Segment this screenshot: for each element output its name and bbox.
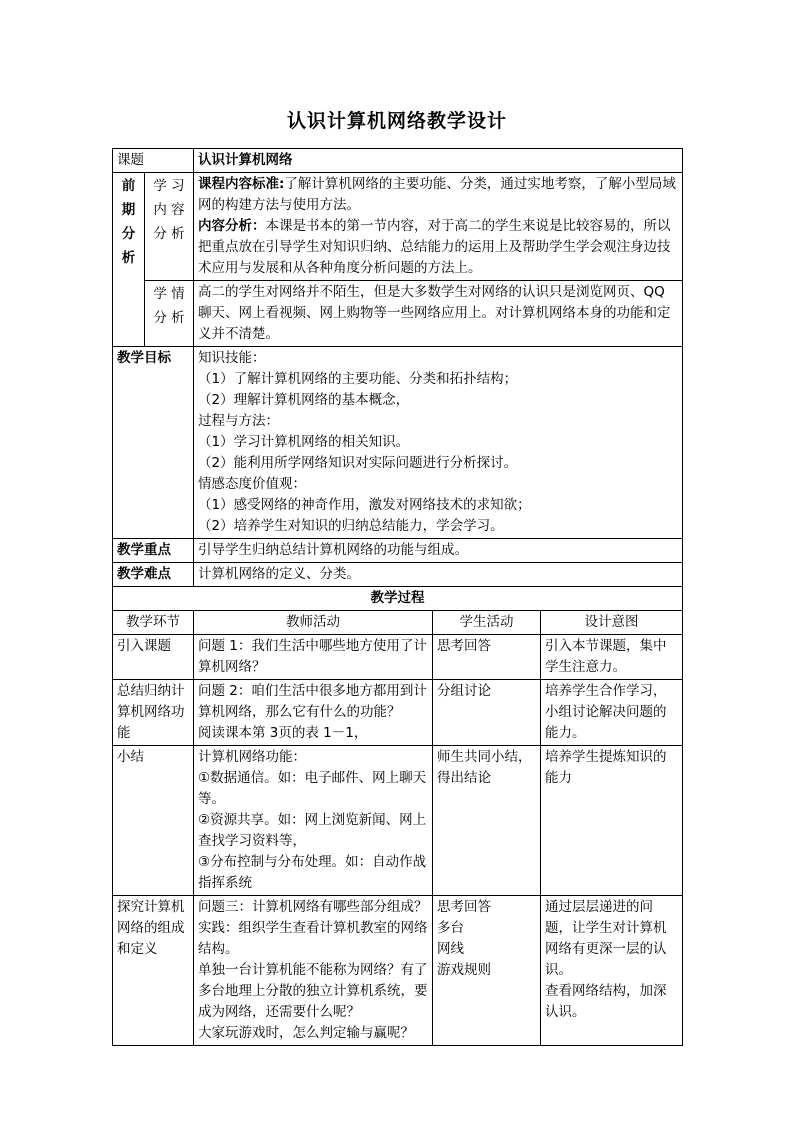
goals-line: 情感态度价值观： bbox=[198, 476, 306, 492]
column-header: 教师活动 bbox=[194, 611, 433, 635]
teacher-text: 阅读课本第 3页的表 1－1， bbox=[198, 725, 368, 741]
goals-line: （2）能利用所学网络知识对实际问题进行分析探讨。 bbox=[198, 455, 518, 471]
stage-cell bbox=[113, 680, 194, 746]
teacher-text: ②资源共享。如：网上浏览新闻、网上查找学习资料等， bbox=[198, 812, 427, 849]
student-cell bbox=[433, 680, 541, 746]
stage-text: 探究计算机网络的组成和定义 bbox=[117, 899, 185, 957]
standard-text: 了解计算机网络的主要功能、分类，通过实地考察，了解小型局域网的构建方法与使用方法。 bbox=[198, 176, 676, 213]
stage-cell bbox=[113, 635, 194, 680]
goals-line: 知识技能： bbox=[198, 350, 266, 366]
content-analysis-text bbox=[194, 173, 683, 281]
process-row bbox=[113, 680, 683, 746]
stage-cell bbox=[113, 896, 194, 1046]
topic-row bbox=[113, 149, 683, 173]
analysis-text: 本课是书本的第一节内容，对于高二的学生来说是比较容易的，所以把重点放在引导学生对知识归纳、总结能力的运用上及帮助学生学会观注身边技术应用与发展和从各种角度分析问题的方法上。 bbox=[198, 218, 671, 276]
goals-label: 教学目标 bbox=[113, 347, 194, 539]
teacher-text: 问题 2：咱们生活中很多地方都用到计算机网络，那么它有什么的功能？ bbox=[198, 683, 427, 720]
goals-row bbox=[113, 347, 683, 539]
intent-cell bbox=[541, 746, 683, 896]
student-cell bbox=[433, 746, 541, 896]
learner-analysis-label bbox=[145, 281, 194, 347]
student-cell bbox=[433, 635, 541, 680]
key-point-label: 教学重点 bbox=[113, 539, 194, 563]
student-text: 思考回答 bbox=[437, 899, 491, 915]
learner-label-line: 分 析 bbox=[153, 310, 185, 326]
prelim-label-line: 前 bbox=[121, 178, 136, 194]
stage-text: 总结归纳计算机网络功能 bbox=[117, 683, 185, 741]
student-text: 网线 bbox=[437, 941, 464, 957]
student-text: 多台 bbox=[437, 920, 464, 936]
column-header: 教学环节 bbox=[113, 611, 194, 635]
prelim-label-line: 析 bbox=[121, 250, 136, 266]
goals-line: （2）理解计算机网络的基本概念， bbox=[198, 392, 410, 408]
teacher-text: ①数据通信。如：电子邮件、网上聊天等。 bbox=[198, 770, 427, 807]
teacher-cell bbox=[194, 635, 433, 680]
column-header: 学生活动 bbox=[433, 611, 541, 635]
process-row bbox=[113, 896, 683, 1046]
teacher-text: 实践：组织学生查看计算机教室的网络结构。 bbox=[198, 920, 428, 957]
learner-analysis-text: 高二的学生对网络并不陌生，但是大多数学生对网络的认识只是浏览网页、QQ聊天、网上看视频、网上购物等一些网络应用上。对计算机网络本身的功能和定义并不清楚。 bbox=[194, 281, 683, 347]
learner-label-line: 学 情 bbox=[153, 286, 185, 302]
prelim-label-line: 分 bbox=[121, 226, 136, 242]
intent-text: 培养学生合作学习，小组讨论解决问题的能力。 bbox=[545, 683, 667, 741]
standard-label: 课程内容标准: bbox=[198, 176, 285, 192]
student-cell bbox=[433, 896, 541, 1046]
stage-text: 小结 bbox=[117, 749, 144, 765]
page-title: 认识计算机网络教学设计 bbox=[286, 110, 507, 132]
stage-cell bbox=[113, 746, 194, 896]
goals-line: （2）培养学生对知识的归纳总结能力，学会学习。 bbox=[198, 518, 504, 534]
process-header-row bbox=[113, 611, 683, 635]
process-row bbox=[113, 746, 683, 896]
student-text: 分组讨论 bbox=[437, 683, 491, 699]
difficulty-text: 计算机网络的定义、分类。 bbox=[194, 563, 683, 587]
prelim-analysis-label bbox=[113, 173, 145, 347]
goals-line: 过程与方法： bbox=[198, 413, 279, 429]
teacher-text: 大家玩游戏时，怎么判定输与赢呢？ bbox=[198, 1025, 414, 1041]
teacher-text: 问题三：计算机网络有哪些部分组成？ bbox=[198, 899, 428, 915]
goals-line: （1）了解计算机网络的主要功能、分类和拓扑结构； bbox=[198, 371, 518, 387]
teacher-cell bbox=[194, 680, 433, 746]
student-text: 游戏规则 bbox=[437, 962, 491, 978]
intent-text: 查看网络结构，加深认识。 bbox=[545, 983, 667, 1020]
prelim-label-line: 期 bbox=[121, 202, 136, 218]
goals-line: （1）感受网络的神奇作用，激发对网络技术的求知欲； bbox=[198, 497, 531, 513]
process-title-row bbox=[113, 587, 683, 611]
intent-text: 通过层层递进的问题，让学生对计算机网络有更深一层的认识。 bbox=[545, 899, 667, 978]
goals-content bbox=[194, 347, 683, 539]
intent-text: 培养学生提炼知识的能力 bbox=[545, 749, 667, 786]
lesson-plan-table bbox=[112, 148, 683, 1046]
key-point-text: 引导学生归纳总结计算机网络的功能与组成。 bbox=[194, 539, 683, 563]
content-label-line: 内 容 bbox=[153, 202, 185, 218]
intent-cell bbox=[541, 896, 683, 1046]
analysis-label: 内容分析： bbox=[198, 218, 266, 234]
teacher-text: 单独一台计算机能不能称为网络？有了多台地理上分散的独立计算机系统，要成为网络，还需要什么呢？ bbox=[198, 962, 428, 1020]
difficulty-row bbox=[113, 563, 683, 587]
teacher-text: 计算机网络功能： bbox=[198, 749, 306, 765]
stage-text: 引入课题 bbox=[117, 638, 171, 654]
intent-cell bbox=[541, 680, 683, 746]
intent-text: 引入本节课题，集中学生注意力。 bbox=[545, 638, 667, 675]
goals-line: （1）学习计算机网络的相关知识。 bbox=[198, 434, 410, 450]
teacher-cell bbox=[194, 746, 433, 896]
student-text: 师生共同小结，得出结论 bbox=[437, 749, 532, 786]
topic-value: 认识计算机网络 bbox=[194, 149, 683, 173]
content-label-line: 学 习 bbox=[153, 178, 185, 194]
teacher-cell bbox=[194, 896, 433, 1046]
teacher-text: ③分布控制与分布处理。如：自动作战指挥系统 bbox=[198, 854, 427, 891]
difficulty-label: 教学难点 bbox=[113, 563, 194, 587]
topic-label: 课题 bbox=[113, 149, 194, 173]
process-row bbox=[113, 635, 683, 680]
content-analysis-row bbox=[113, 173, 683, 281]
content-analysis-label bbox=[145, 173, 194, 281]
teacher-text: 问题 1：我们生活中哪些地方使用了计算机网络？ bbox=[198, 638, 427, 675]
process-title: 教学过程 bbox=[113, 587, 683, 611]
learner-analysis-row bbox=[113, 281, 683, 347]
column-header: 设计意图 bbox=[541, 611, 683, 635]
key-point-row bbox=[113, 539, 683, 563]
student-text: 思考回答 bbox=[437, 638, 491, 654]
content-label-line: 分 析 bbox=[153, 226, 185, 242]
intent-cell bbox=[541, 635, 683, 680]
